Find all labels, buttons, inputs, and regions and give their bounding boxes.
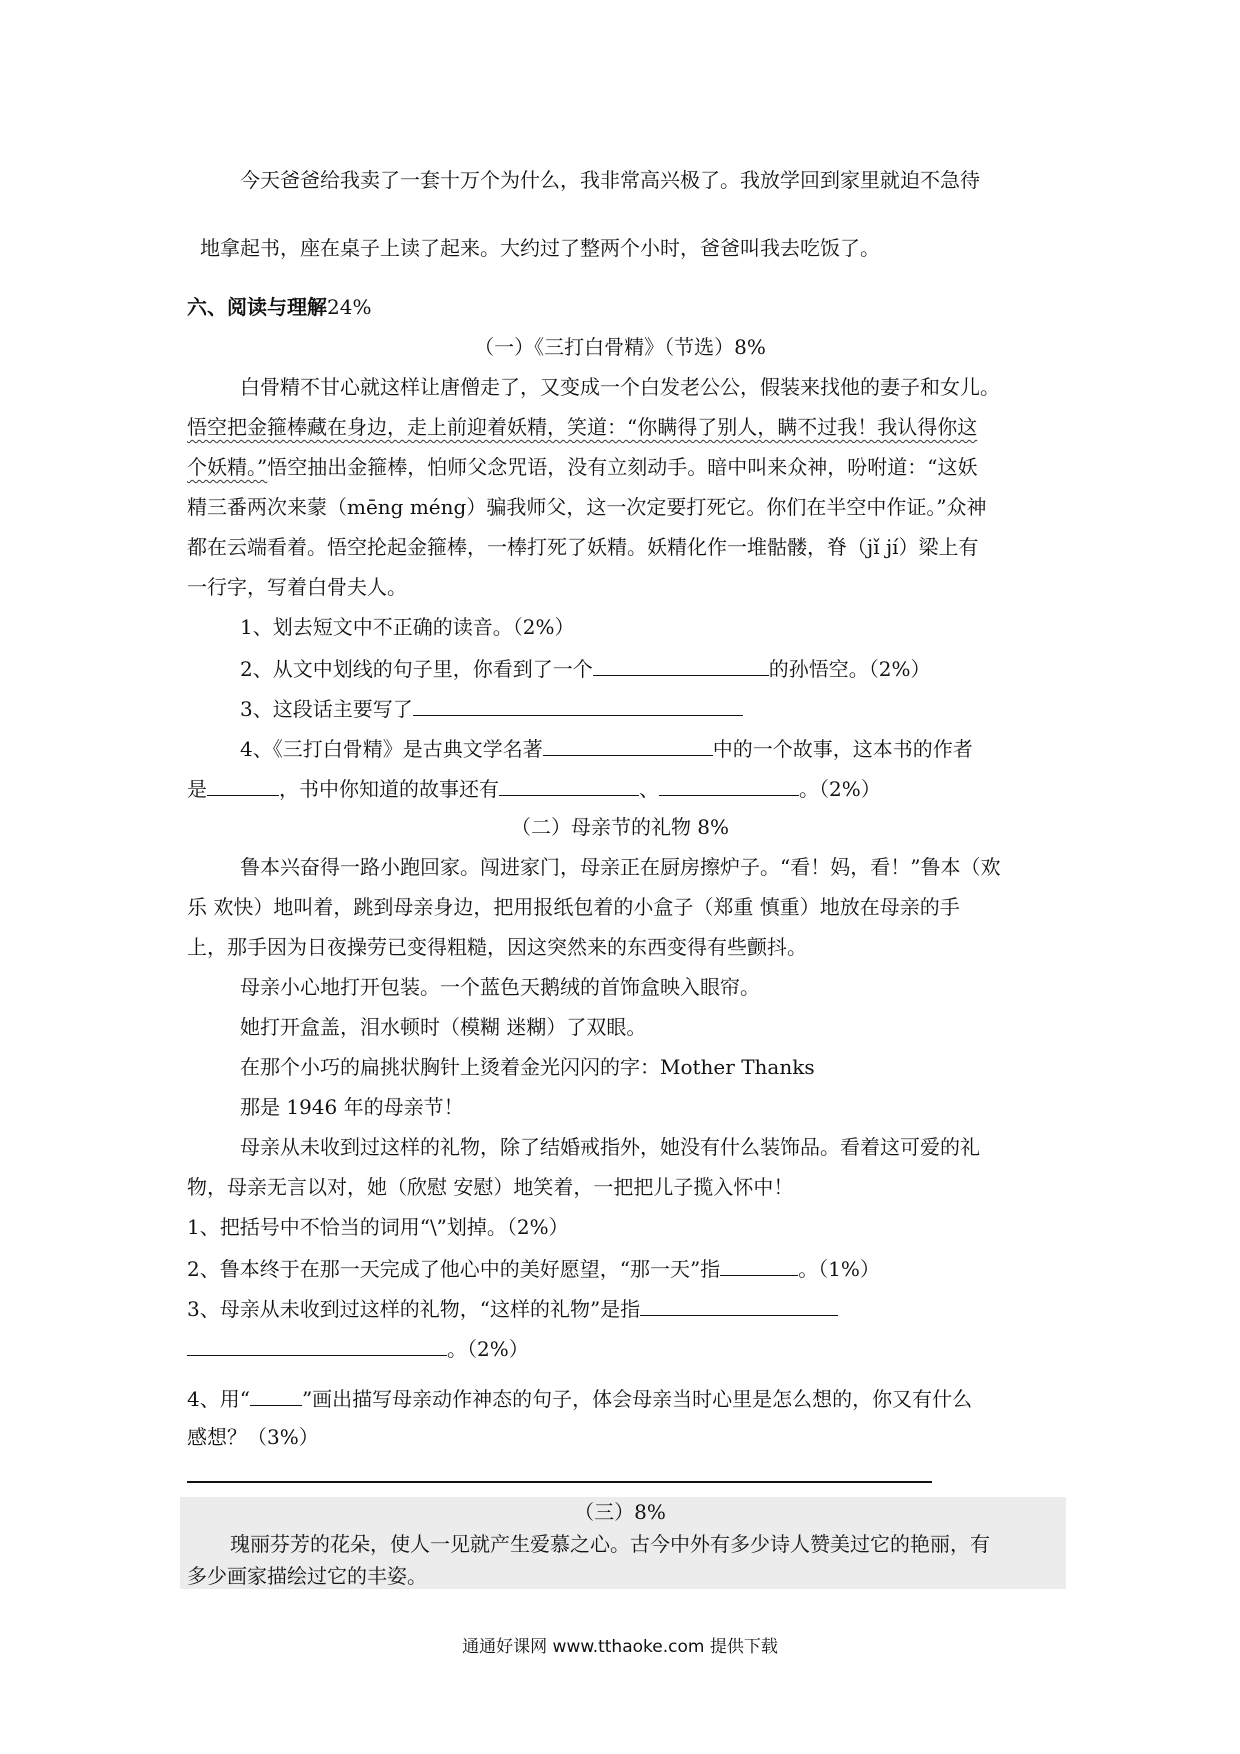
passage2-line-4: 母亲小心地打开包装。一个蓝色天鹅绒的首饰盒映入眼帘。 — [240, 975, 760, 999]
p2-q4-text-a: 4、用“ — [187, 1387, 250, 1411]
q4-text-a: 4、《三打白骨精》是古典文学名著 — [240, 737, 543, 761]
p2-q2-text-b: 。（1%） — [798, 1257, 880, 1281]
q2-text-b: 的孙悟空。（2%） — [768, 657, 931, 681]
passage2-line-3: 上，那手因为日夜操劳已变得粗糙，因这突然来的东西变得有些颤抖。 — [187, 935, 807, 959]
passage1-line-5: 都在云端看着。悟空抡起金箍棒，一棒打死了妖精。妖精化作一堆骷髅，脊（jǐ jí）梁上有 — [187, 535, 979, 559]
q4-text-f: 。（2%） — [799, 777, 881, 801]
passage1-title: （一）《三打白骨精》（节选）8% — [474, 335, 766, 359]
p2-q3-text-a: 3、母亲从未收到过这样的礼物，“这样的礼物”是指 — [187, 1297, 641, 1321]
passage3-line-2: 多少画家描绘过它的丰姿。 — [187, 1564, 427, 1588]
passage2-q4-cont: 感想？（3%） — [187, 1425, 319, 1449]
passage3-line-1: 瑰丽芬芳的花朵，使人一见就产生爱慕之心。古今中外有多少诗人赞美过它的艳丽，有 — [230, 1532, 990, 1556]
section-score: 24% — [327, 295, 372, 319]
passage1-q4-cont — [187, 773, 881, 803]
passage1-line-3 — [187, 453, 977, 481]
passage3-title: （三）8% — [574, 1500, 666, 1524]
passage1-q1: 1、划去短文中不正确的读音。（2%） — [240, 615, 575, 639]
q4-text-b: 中的一个故事，这本书的作者 — [712, 737, 973, 761]
sample-underline — [250, 1383, 302, 1406]
intro-line-1: 今天爸爸给我卖了一套十万个为什么，我非常高兴极了。我放学回到家里就迫不急待 — [240, 168, 980, 192]
answer-blank[interactable] — [593, 653, 769, 676]
passage1-q3 — [240, 693, 743, 723]
answer-blank[interactable] — [720, 1253, 798, 1276]
underlined-sentence: 悟空把金箍棒藏在身边，走上前迎着妖精，笑道：“你瞒得了别人，瞒不过我！我认得你这 — [187, 415, 978, 439]
answer-blank[interactable] — [207, 773, 279, 796]
passage2-line-8: 母亲从未收到过这样的礼物，除了结婚戒指外，她没有什么装饰品。看着这可爱的礼 — [240, 1135, 980, 1159]
answer-blank[interactable] — [413, 693, 743, 716]
passage1-line-2 — [187, 413, 977, 441]
passage2-q2 — [187, 1253, 880, 1283]
section-heading — [187, 293, 371, 321]
p2-q3-text-b: 。（2%） — [447, 1337, 529, 1361]
intro-line-2: 地拿起书，座在桌子上读了起来。大约过了整两个小时，爸爸叫我去吃饭了。 — [200, 236, 880, 260]
passage2-line-2: 乐 欢快）地叫着，跳到母亲身边，把用报纸包着的小盒子（郑重 慎重）地放在母亲的手 — [187, 895, 960, 919]
underlined-sentence-end: 个妖精。” — [187, 455, 268, 479]
p2-q2-text-a: 2、鲁本终于在那一天完成了他心中的美好愿望，“那一天”指 — [187, 1257, 721, 1281]
p2-q4-text-b: ”画出描写母亲动作神态的句子，体会母亲当时心里是怎么想的，你又有什么 — [301, 1387, 973, 1411]
passage2-line-9: 物，母亲无言以对，她（欣慰 安慰）地笑着，一把把儿子揽入怀中！ — [187, 1175, 794, 1199]
q4-text-d: ，书中你知道的故事还有 — [279, 777, 499, 801]
q2-text-a: 2、从文中划线的句子里，你看到了一个 — [240, 657, 593, 681]
answer-line[interactable] — [187, 1481, 932, 1483]
q4-text-e: 、 — [639, 777, 659, 801]
answer-blank[interactable] — [659, 773, 799, 796]
passage2-q1: 1、把括号中不恰当的词用“\”划掉。（2%） — [187, 1215, 569, 1239]
passage1-line-4: 精三番两次来蒙（mēng méng）骗我师父，这一次定要打死它。你们在半空中作证。”众神 — [187, 495, 987, 519]
passage2-line-6: 在那个小巧的扁挑状胸针上烫着金光闪闪的字：Mother Thanks — [240, 1055, 815, 1079]
q4-text-c: 是 — [187, 777, 207, 801]
passage1-q4 — [240, 733, 973, 763]
footer-text: 通通好课网 www.tthaoke.com 提供下载 — [462, 1637, 778, 1657]
q3-text: 3、这段话主要写了 — [240, 697, 413, 721]
passage2-title: （二）母亲节的礼物 8% — [510, 815, 730, 839]
answer-blank[interactable] — [499, 773, 639, 796]
passage1-line-3-rest: 悟空抽出金箍棒，怕师父念咒语，没有立刻动手。暗中叫来众神，吩咐道：“这妖 — [267, 455, 978, 479]
passage2-line-5: 她打开盒盖，泪水顿时（模糊 迷糊）了双眼。 — [240, 1015, 647, 1039]
section-heading-text: 六、阅读与理解 — [187, 295, 327, 319]
answer-blank[interactable] — [543, 733, 713, 756]
passage1-line-6: 一行字，写着白骨夫人。 — [187, 575, 407, 599]
passage1-q2 — [240, 653, 930, 683]
passage2-line-7: 那是 1946 年的母亲节！ — [240, 1095, 464, 1119]
answer-blank[interactable] — [640, 1293, 838, 1316]
passage1-line-1: 白骨精不甘心就这样让唐僧走了，又变成一个白发老公公，假装来找他的妻子和女儿。 — [240, 375, 1000, 399]
passage2-line-1: 鲁本兴奋得一路小跑回家。闯进家门，母亲正在厨房擦炉子。“看！妈，看！”鲁本（欢 — [240, 855, 1001, 879]
passage2-q4 — [187, 1383, 972, 1413]
passage2-q3 — [187, 1293, 838, 1323]
passage2-q3-cont — [187, 1333, 529, 1363]
answer-blank[interactable] — [187, 1333, 447, 1356]
